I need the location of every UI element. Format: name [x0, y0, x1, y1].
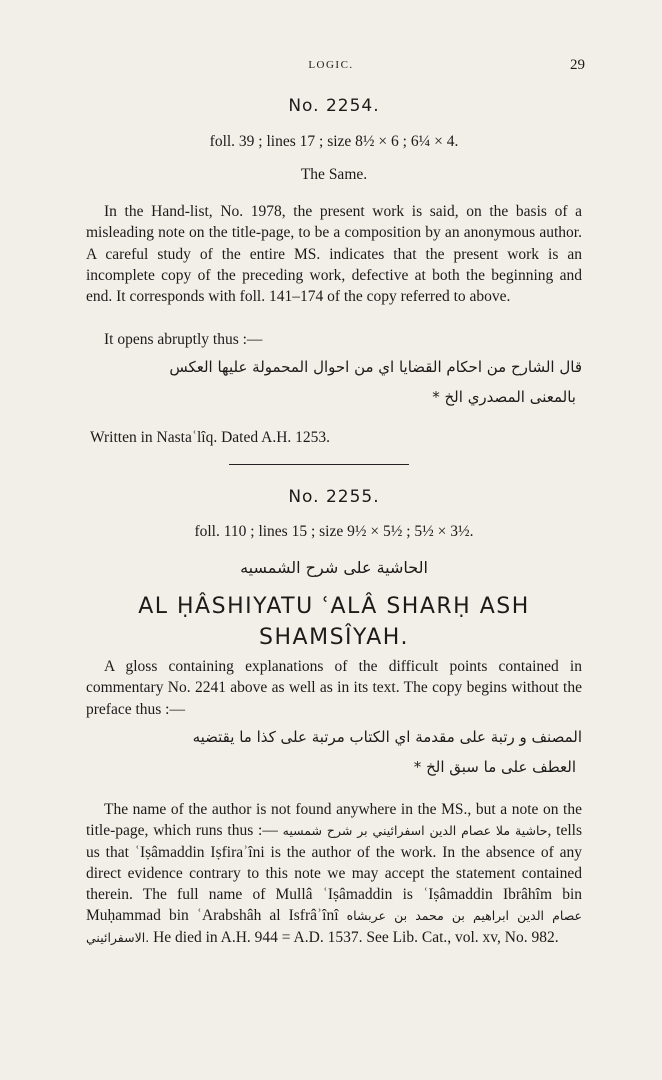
- entry-2254-folio-info: foll. 39 ; lines 17 ; size 8½ × 6 ; 6¼ × 4.: [209, 133, 459, 150]
- entry-2254-title: The Same.: [300, 166, 368, 183]
- entry-2255-title: [86, 591, 582, 653]
- note-text: He died in A.H. 944 = A.D. 1537. See Lib. Cat., vol. xv, No. 982.: [153, 928, 559, 946]
- arabic-inline: اسفرائيني بر شرح شمسيه: [282, 823, 425, 839]
- arabic-line: بالمعنى المصدري الخ *: [432, 388, 576, 406]
- arabic-line: العطف على ما سبق الخ *: [413, 758, 576, 776]
- title-line-2: SHAMSÎYAH.: [259, 625, 409, 650]
- note-text: The name of the author is not found anywhere in the MS., but a note on the title-page, which runs thus :—: [86, 801, 582, 840]
- entry-2254-colophon: Written in Nastaʿlîq. Dated A.H. 1253.: [90, 429, 331, 446]
- entry-2254-arabic-incipit: [86, 352, 582, 412]
- running-title: LOGIC.: [308, 59, 354, 71]
- title-line-1: AL ḤÂSHIYATU ʿALÂ SHARḤ ASH: [138, 594, 530, 619]
- entry-2255-folio-info: foll. 110 ; lines 15 ; size 9½ × 5½ ; 5½ × 3½.: [194, 523, 474, 540]
- entry-2255-description: A gloss containing explanations of the difficult points contained in commentary No. 2241 above as well as in its text. The copy begins without the preface thus :—: [86, 658, 582, 718]
- entry-2254-opens-line: It opens abruptly thus :—: [104, 331, 263, 348]
- note-text: , tells us that ʿIṣâmaddin Iṣfiraʾîni is the author of the work. In the absence of any direct evidence contrary to this note we may accept the statement contained therein. The full name of Mullâ ʿIṣâmaddin is ʿIṣâmaddin Ibrâhîm bin Muḥammad bin ʿArabshâh al Isfrâʾînî: [86, 822, 582, 925]
- entry-2255-author-note: [86, 799, 582, 948]
- entry-number-2254: No. 2254.: [288, 96, 380, 116]
- arabic-line: قال الشارح من احكام القضايا اي من احوال المحمولة عليها العكس: [169, 358, 582, 376]
- page-number: 29: [570, 57, 585, 73]
- running-header: [0, 57, 662, 77]
- section-divider: [229, 464, 409, 465]
- entry-2254-description: In the Hand-list, No. 1978, the present work is said, on the basis of a misleading note on the title-page, to be a composition by an anonymous author. A careful study of the entire MS. indicates that the present work is an incomplete copy of the preceding work, defective at both the beginning and end. It corresponds with foll. 141–174 of the copy referred to above.: [86, 203, 582, 306]
- entry-2255-arabic-title: الحاشية على شرح الشمسيه: [240, 558, 428, 577]
- arabic-line: المصنف و رتبة على مقدمة اي الكتاب مرتبة على كذا ما يقتضيه: [192, 728, 582, 746]
- entry-number-2255: No. 2255.: [288, 487, 380, 507]
- arabic-inline: حاشية ملا عصام الدين: [429, 823, 548, 839]
- entry-2255-arabic-incipit: [86, 722, 582, 782]
- arabic-inline: عصام الدين ابراهيم بن محمد بن عربشاه الاسفرائيني.: [86, 908, 582, 945]
